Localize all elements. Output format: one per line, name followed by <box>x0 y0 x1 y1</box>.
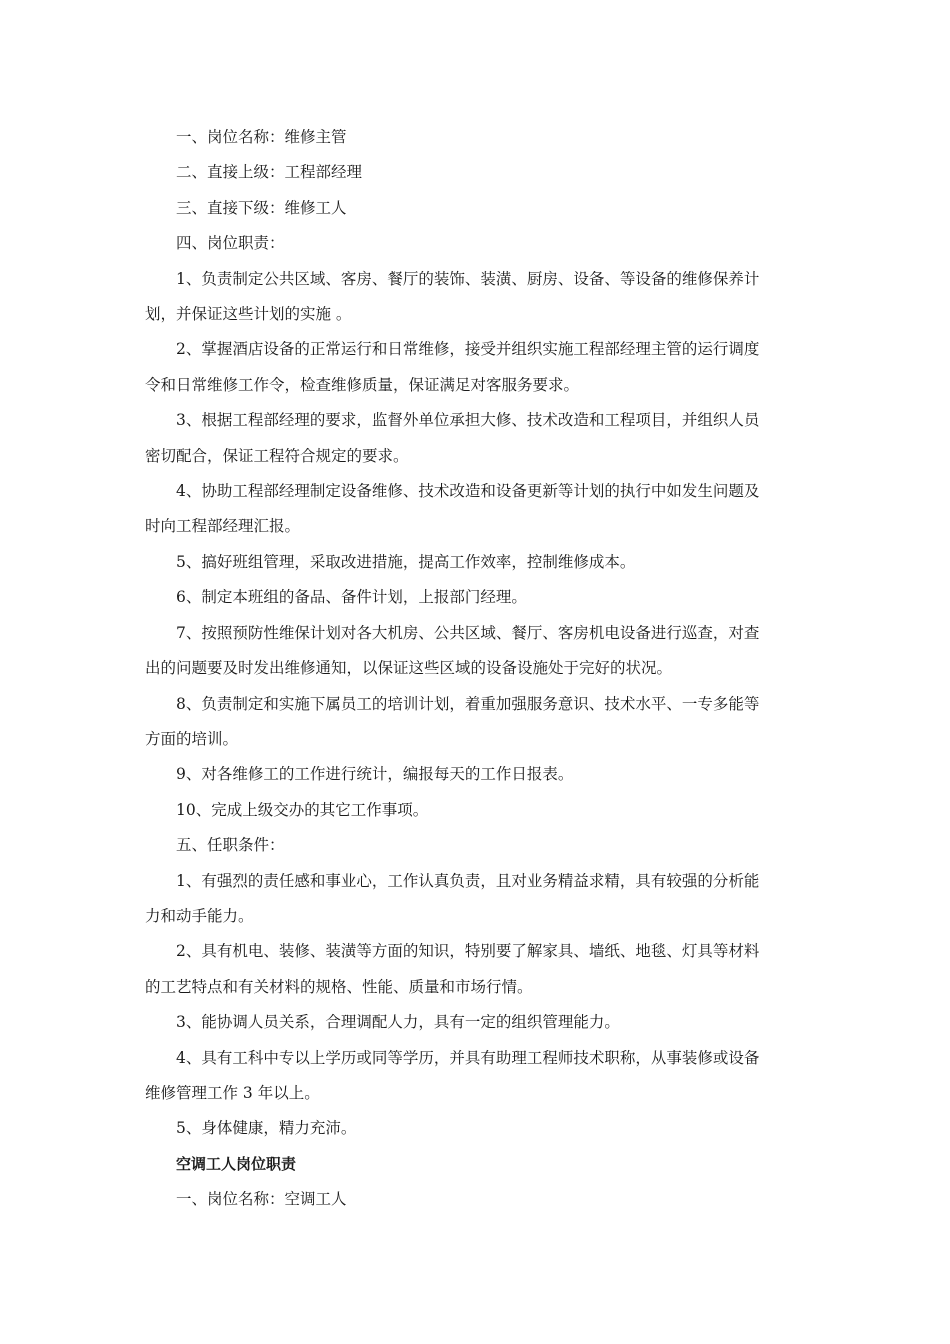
duty-item-line-2: 密切配合，保证工程符合规定的要求。 <box>145 446 409 465</box>
direct-superior: 二、直接上级：工程部经理 <box>176 163 363 182</box>
duty-item <box>145 545 810 580</box>
requirement-item-line-1: 5、身体健康，精力充沛。 <box>176 1119 357 1138</box>
duty-item-line-1: 7、按照预防性维保计划对各大机房、公共区域、餐厅、客房机电设备进行巡查，对查 <box>176 623 760 642</box>
section2-title: 空调工人岗位职责 <box>176 1154 297 1173</box>
duty-item <box>145 687 810 758</box>
document-body <box>145 120 810 1218</box>
duty-item-line-1: 2、掌握酒店设备的正常运行和日常维修，接受并组织实施工程部经理主管的运行调度 <box>176 340 760 359</box>
direct-subordinate: 三、直接下级：维修工人 <box>176 198 347 217</box>
duty-item-line-2: 划，并保证这些计划的实施 。 <box>145 305 352 324</box>
duty-item-line-1: 1、负责制定公共区域、客房、餐厅的装饰、装潢、厨房、设备、等设备的维修保养计 <box>176 269 760 288</box>
duty-item <box>145 580 810 615</box>
duty-item-line-2: 出的问题要及时发出维修通知，以保证这些区域的设备设施处于完好的状况。 <box>145 659 673 678</box>
duty-item <box>145 332 810 403</box>
duty-item-line-1: 4、协助工程部经理制定设备维修、技术改造和设备更新等计划的执行中如发生问题及 <box>176 482 760 501</box>
requirement-item <box>145 1111 810 1146</box>
duty-item-line-1: 3、根据工程部经理的要求，监督外单位承担大修、技术改造和工程项目，并组织人员 <box>176 411 760 430</box>
requirement-item-line-1: 3、能协调人员关系，合理调配人力，具有一定的组织管理能力。 <box>176 1013 620 1032</box>
requirement-item-line-2: 维修管理工作 3 年以上。 <box>145 1083 320 1102</box>
duty-item-line-2: 方面的培训。 <box>145 729 239 748</box>
requirement-item-line-1: 4、具有工科中专以上学历或同等学历，并具有助理工程师技术职称，从事装修或设备 <box>176 1048 760 1067</box>
duty-item <box>145 757 810 792</box>
duty-item <box>145 793 810 828</box>
duties-heading: 四、岗位职责： <box>176 234 285 253</box>
requirement-item <box>145 864 810 935</box>
duty-item <box>145 474 810 545</box>
duty-item-line-1: 8、负责制定和实施下属员工的培训计划，着重加强服务意识、技术水平、一专多能等 <box>176 694 760 713</box>
duty-item-line-1: 6、制定本班组的备品、备件计划，上报部门经理。 <box>176 588 527 607</box>
duty-item-line-1: 9、对各维修工的工作进行统计，编报每天的工作日报表。 <box>176 765 574 784</box>
requirement-item-line-2: 力和动手能力。 <box>145 906 254 925</box>
requirements-list <box>145 864 810 1147</box>
requirement-item <box>145 1005 810 1040</box>
requirement-item <box>145 1041 810 1112</box>
requirement-item-line-2: 的工艺特点和有关材料的规格、性能、质量和市场行情。 <box>145 977 533 996</box>
duty-item-line-2: 令和日常维修工作令，检查维修质量，保证满足对客服务要求。 <box>145 375 580 394</box>
duty-item-line-2: 时向工程部经理汇报。 <box>145 517 301 536</box>
duties-list <box>145 262 810 829</box>
duty-item <box>145 616 810 687</box>
requirement-item <box>145 934 810 1005</box>
requirement-item-line-1: 1、有强烈的责任感和事业心，工作认真负责，且对业务精益求精，具有较强的分析能 <box>176 871 760 890</box>
position-name: 一、岗位名称：维修主管 <box>176 128 347 146</box>
duty-item <box>145 262 810 333</box>
duty-item-line-1: 5、搞好班组管理，采取改进措施，提高工作效率，控制维修成本。 <box>176 552 636 571</box>
duty-item <box>145 403 810 474</box>
section2-position-name: 一、岗位名称：空调工人 <box>176 1190 347 1209</box>
requirements-heading: 五、任职条件： <box>176 836 285 855</box>
requirement-item-line-1: 2、具有机电、装修、装潢等方面的知识，特别要了解家具、墙纸、地毯、灯具等材料 <box>176 942 760 961</box>
duty-item-line-1: 10、完成上级交办的其它工作事项。 <box>176 800 429 819</box>
